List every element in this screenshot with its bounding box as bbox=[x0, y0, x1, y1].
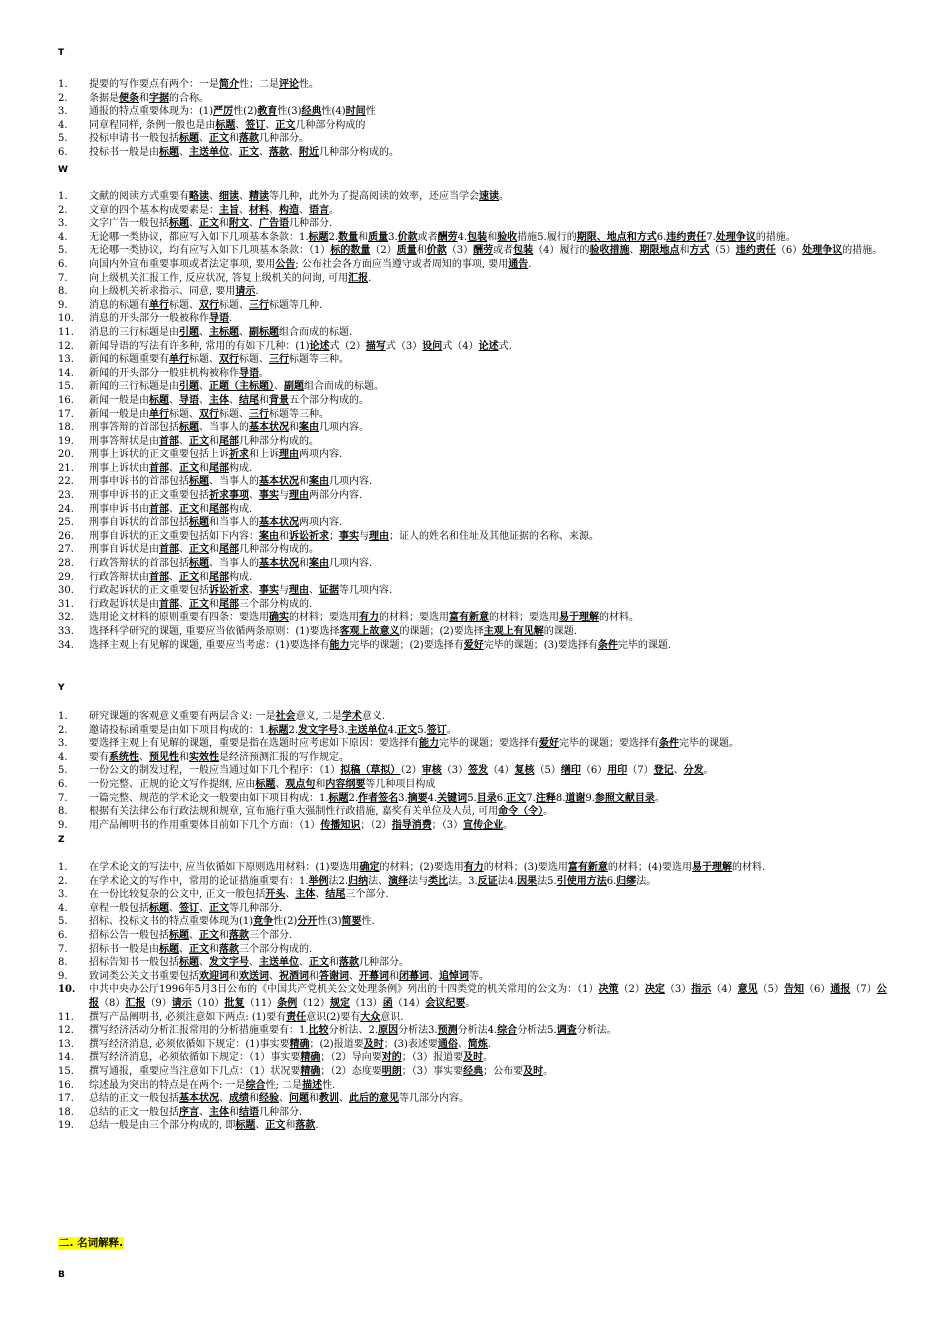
list-item bbox=[58, 217, 890, 231]
list-item bbox=[58, 888, 890, 902]
item-number: 20. bbox=[58, 449, 74, 461]
list-item bbox=[58, 611, 890, 625]
list-item bbox=[58, 584, 890, 598]
list-item bbox=[58, 1119, 890, 1133]
list-item bbox=[58, 516, 890, 530]
list-item bbox=[58, 764, 890, 778]
list-item bbox=[58, 244, 890, 258]
list-item bbox=[58, 146, 890, 160]
item-number: 15. bbox=[58, 1065, 74, 1077]
list-item bbox=[58, 1024, 890, 1038]
section-letter-z: Z bbox=[58, 835, 65, 845]
item-number: 10. bbox=[58, 984, 76, 996]
list-item bbox=[58, 340, 890, 354]
list-item bbox=[58, 272, 890, 286]
item-text: 选用论文材料的原则重要有四条：要选用确实的材料；要选用有力的材料；要选用富有新意的材料；要选用易于理解的材料。 bbox=[89, 612, 639, 624]
list-item bbox=[58, 543, 890, 557]
list-item bbox=[58, 956, 890, 970]
item-number: 5. bbox=[58, 765, 68, 777]
list-item bbox=[58, 462, 890, 476]
item-number: 18. bbox=[58, 1106, 74, 1118]
list-item bbox=[58, 190, 890, 204]
item-text: 用产品阐明书的作用重要体目前如下几个方面：（1）传播知识；（2）指导消费；（3）宣传企业。 bbox=[89, 819, 514, 831]
item-text: 致词类公关文书重要包括欢迎词和欢送词、祝酒词和答谢词、开幕词和闭幕词、追悼词等。 bbox=[89, 970, 489, 982]
item-number: 27. bbox=[58, 544, 74, 556]
list-item bbox=[58, 475, 890, 489]
item-number: 12. bbox=[58, 1025, 74, 1037]
item-text: 刑事上诉状的正文重要包括上诉祈求和上诉理由两项内容. bbox=[89, 449, 343, 461]
list-item bbox=[58, 875, 890, 889]
list-item bbox=[58, 737, 890, 751]
list-item bbox=[58, 408, 890, 422]
item-number: 7. bbox=[58, 272, 68, 284]
item-text: 刑事申诉书的首部包括标题、当事人的基本状况和案由几项内容. bbox=[89, 476, 373, 488]
item-number: 4. bbox=[58, 751, 68, 763]
list-item bbox=[58, 970, 890, 984]
list-item bbox=[58, 119, 890, 133]
item-text: 撰写通报，重要应当注意如下几点：（1）状况要精确；（2）态度要明朗；（3）事实要经典；公布要及时。 bbox=[89, 1065, 554, 1077]
item-text: 新闻一般是由单行标题、双行标题、三行标题等三种。 bbox=[89, 408, 329, 420]
item-text: 招标、投标文书的特点重要体现为(1)竞争性(2)分开性(3)简要性. bbox=[89, 916, 375, 928]
item-number: 5. bbox=[58, 916, 68, 928]
item-number: 3. bbox=[58, 738, 68, 750]
item-text: 总结的正文一般包括序言、主体和结语几种部分. bbox=[89, 1106, 303, 1118]
list-item bbox=[58, 421, 890, 435]
list-item bbox=[58, 92, 890, 106]
item-text: 刑事自诉状的正文重要包括如下内容：案由和诉讼祈求；事实与理由；证人的姓名和住址及其他证据的名称、来源。 bbox=[89, 530, 599, 542]
item-number: 6. bbox=[58, 929, 68, 941]
item-text: 研究课题的客观意义重要有两层含义: 一是社会意义, 二是学术意义. bbox=[89, 711, 386, 722]
item-number: 3. bbox=[58, 218, 68, 230]
list-item bbox=[58, 983, 890, 1010]
item-number: 32. bbox=[58, 612, 74, 624]
item-number: 16. bbox=[58, 394, 74, 406]
item-number: 6. bbox=[58, 146, 68, 158]
item-number: 3. bbox=[58, 106, 68, 118]
item-text: 通报的特点重要体现为：(1)严厉性(2)教育性(3)经典性(4)时间性 bbox=[89, 106, 376, 118]
list-item bbox=[58, 258, 890, 272]
item-number: 9. bbox=[58, 970, 68, 982]
item-number: 1. bbox=[58, 711, 68, 722]
item-text: 中共中央办公厅1996年5月3日公布的《中国共产党机关公文处理条例》列出的十四类党的机关常用的公文为：（1）决策（2）决定（3）指示（4）意见（5）告知（6）通报（7）公报（8）汇报（9）请示（10）批复（11）条例（12）规定（13）函（14）会议纪要。 bbox=[89, 984, 887, 1009]
item-number: 2. bbox=[58, 875, 68, 887]
list-item bbox=[58, 915, 890, 929]
item-number: 21. bbox=[58, 462, 74, 474]
list-item bbox=[58, 299, 890, 313]
item-text: 一份完整、正规的论文写作提纲, 应由标题、观点句和内容纲要等几种项目构成 bbox=[89, 778, 436, 790]
item-text: 刑事申诉书由首部、正文和尾部构成. bbox=[89, 503, 253, 515]
list-item bbox=[58, 902, 890, 916]
list-item bbox=[58, 380, 890, 394]
item-text: 文献的阅读方式重要有略读、细读、精读等几种，此外为了提高阅读的效率，还应当学会速读。 bbox=[89, 191, 509, 202]
item-number: 15. bbox=[58, 381, 74, 393]
item-text: 根据有关法律公布行政法规和规章, 宣布施行重大强制性行政措施, 嘉奖有关单位及人员, 可用命令（令）。 bbox=[89, 806, 554, 818]
item-number: 11. bbox=[58, 326, 74, 338]
section-letter-w: W bbox=[58, 165, 68, 175]
item-text: 无论哪一类协议，都应写入如下几项基本条款：1.标题2.数量和质量3.价款或者酬劳4.包装和验收措施5.履行的期限、地点和方式6.违约责任7.处理争议的措施。 bbox=[89, 231, 796, 243]
item-text: 新闻的标题重要有单行标题、双行标题、三行标题等三种。 bbox=[89, 354, 349, 366]
item-text: 同章程同样, 条例一般也是由标题、签订、正文几种部分构成的 bbox=[89, 119, 366, 131]
list-item bbox=[58, 557, 890, 571]
list-item bbox=[58, 929, 890, 943]
item-text: 行政起诉状的正文重要包括诉讼祈求、事实与理由、证据等几项内容. bbox=[89, 585, 393, 597]
list-item bbox=[58, 105, 890, 119]
item-number: 4. bbox=[58, 902, 68, 914]
item-text: 文章的四个基本构成要素是：主旨、材料、构造、语言。 bbox=[89, 204, 339, 216]
item-number: 6. bbox=[58, 778, 68, 790]
section-letter-t: T bbox=[58, 48, 65, 58]
item-number: 5. bbox=[58, 133, 68, 145]
item-number: 24. bbox=[58, 503, 74, 515]
list-item bbox=[58, 78, 890, 92]
item-number: 22. bbox=[58, 476, 74, 488]
item-number: 19. bbox=[58, 435, 74, 447]
item-text: 选择科学研究的课题, 重要应当依循两条原则：(1)要选择客观上故意义的课题；(2)要选择主观上有见解的课题. bbox=[89, 626, 577, 637]
item-text: 招标公告一般包括标题、正文和落款三个部分. bbox=[89, 929, 293, 941]
item-number: 8. bbox=[58, 806, 68, 818]
list-item bbox=[58, 792, 890, 806]
item-number: 7. bbox=[58, 792, 68, 804]
item-text: 文字广告一般包括标题、正文和附文、广告语几种部分. bbox=[89, 218, 333, 230]
item-number: 33. bbox=[58, 626, 74, 637]
list-item bbox=[58, 778, 890, 792]
item-number: 1. bbox=[58, 191, 68, 202]
list-item bbox=[58, 819, 890, 833]
item-number: 11. bbox=[58, 1011, 74, 1023]
section-list-w bbox=[58, 190, 890, 652]
item-number: 17. bbox=[58, 408, 74, 420]
item-text: 消息的开头部分一般被称作导语. bbox=[89, 313, 233, 325]
item-text: 总结一般是由三个部分构成的, 即标题、正文和落款. bbox=[89, 1120, 319, 1132]
item-text: 刑事答辩的首部包括标题、当事人的基本状况和案由几项内容。 bbox=[89, 422, 369, 434]
list-item bbox=[58, 353, 890, 367]
section-letter-y: Y bbox=[58, 683, 65, 693]
list-item bbox=[58, 1038, 890, 1052]
list-item bbox=[58, 530, 890, 544]
item-number: 4. bbox=[58, 119, 68, 131]
item-number: 31. bbox=[58, 598, 74, 610]
list-item bbox=[58, 285, 890, 299]
item-text: 新闻的三行标题是由引题、正题（主标题）、副题组合而成的标题。 bbox=[89, 381, 384, 393]
item-text: 行政答辩状由首部、正文和尾部构成. bbox=[89, 571, 253, 583]
item-number: 28. bbox=[58, 558, 74, 570]
list-item bbox=[58, 1065, 890, 1079]
item-text: 刑事申诉书的正文重要包括祈求事项、事实与理由两部分内容. bbox=[89, 490, 363, 502]
item-number: 12. bbox=[58, 340, 74, 352]
list-item bbox=[58, 751, 890, 765]
section-list-z bbox=[58, 861, 890, 1133]
item-text: 在学术论文的写作中，常用的论证措施重要有：1.举例法2.归纳法、演绎法与类比法。3.反证法4.因果法5.引使用方法6.归缪法。 bbox=[89, 875, 657, 887]
item-text: 消息的标题有单行标题、双行标题、三行标题等几种. bbox=[89, 299, 323, 311]
list-item bbox=[58, 231, 890, 245]
item-text: 新闻导语的写法有许多种, 常用的有如下几种：(1)论述式（2）描写式（3）设问式（4）论述式. bbox=[89, 340, 512, 352]
item-text: 一份公文的制发过程，一般应当通过如下几个程序：（1）拟稿（草拟）（2）审核（3）签发（4）复核（5）缮印（6）用印（7）登记、分发。 bbox=[89, 765, 714, 777]
item-number: 6. bbox=[58, 258, 68, 270]
item-number: 7. bbox=[58, 943, 68, 955]
item-number: 10. bbox=[58, 313, 74, 325]
item-text: 撰写经济消息，必须依循如下规定：（1）事实要精确；（2）导向要对的；（3）报道要及时。 bbox=[89, 1052, 494, 1064]
item-text: 在一份比较复杂的公文中, 正文一般包括开头、主体、结尾三个部分. bbox=[89, 889, 389, 901]
list-item bbox=[58, 435, 890, 449]
list-item bbox=[58, 1092, 890, 1106]
item-number: 29. bbox=[58, 571, 74, 583]
item-number: 5. bbox=[58, 245, 68, 257]
item-text: 投标申请书一般包括标题、正文和落款几种部分。 bbox=[89, 133, 309, 145]
list-item bbox=[58, 1106, 890, 1120]
item-text: 刑事上诉状由首部、正文和尾部构成. bbox=[89, 462, 253, 474]
list-item bbox=[58, 132, 890, 146]
item-number: 14. bbox=[58, 367, 74, 379]
item-text: 向上级机关祈求指示、同意, 要用请示. bbox=[89, 286, 259, 298]
item-text: 撰写产品阐明书, 必须注意如下两点: (1)要有责任意识(2)要有大众意识. bbox=[89, 1011, 404, 1023]
item-number: 1. bbox=[58, 862, 68, 873]
list-item bbox=[58, 639, 890, 653]
item-text: 要选择主观上有见解的课题，重要是指在选题时应考虑如下原因：要选择有能力完毕的课题；要选择有爱好完毕的课题；要选择有条件完毕的课题。 bbox=[89, 738, 739, 750]
item-text: 撰写经济消息, 必须依循如下规定：(1)事实要精确；(2)报道要及时；(3)表述要通俗、简炼. bbox=[89, 1038, 492, 1050]
item-text: 刑事答辩状是由首部、正文和尾部几种部分构成的。 bbox=[89, 435, 319, 447]
list-item bbox=[58, 204, 890, 218]
item-text: 选择主观上有见解的课题, 重要应当考虑：(1)要选择有能力完毕的课题；(2)要选择有爱好完毕的课题；(3)要选择有条件完毕的课题. bbox=[89, 639, 672, 651]
list-item bbox=[58, 367, 890, 381]
list-item bbox=[58, 724, 890, 738]
list-item bbox=[58, 710, 890, 724]
list-item bbox=[58, 1051, 890, 1065]
list-item bbox=[58, 394, 890, 408]
item-text: 总结的正文一般包括基本状况、成绩和经验、问题和教训、此后的意见等几部分内容。 bbox=[89, 1093, 469, 1105]
list-item bbox=[58, 805, 890, 819]
item-number: 1. bbox=[58, 79, 68, 90]
list-item bbox=[58, 448, 890, 462]
section-letter-b: B bbox=[58, 1270, 65, 1280]
list-item bbox=[58, 326, 890, 340]
list-item bbox=[58, 1011, 890, 1025]
section-heading-term-explanation: 二. 名词解释. bbox=[59, 1237, 124, 1249]
item-number: 8. bbox=[58, 957, 68, 969]
item-number: 4. bbox=[58, 231, 68, 243]
item-number: 2. bbox=[58, 92, 68, 104]
list-item bbox=[58, 625, 890, 639]
item-text: 撰写经济活动分析汇报常用的分析措施重要有：1.比较分析法、2.原因分析法3.预测分析法4.综合分析法5.调查分析法。 bbox=[89, 1025, 617, 1037]
item-number: 17. bbox=[58, 1093, 74, 1105]
item-text: 向上级机关汇报工作, 反应状况, 答复上级机关的问询, 可用汇报. bbox=[89, 272, 372, 284]
item-text: 综述最为突出的特点是在两个: 一是综合性; 二是描述性. bbox=[89, 1079, 336, 1091]
item-text: 章程一般包括标题、签订、正文等几种部分. bbox=[89, 902, 283, 914]
section-list-t bbox=[58, 78, 890, 160]
item-text: 消息的三行标题是由引题、主标题、副标题组合而成的标题. bbox=[89, 326, 353, 338]
item-text: 新闻的开头部分一般驻机构被称作导语。 bbox=[89, 367, 269, 379]
item-number: 14. bbox=[58, 1052, 74, 1064]
list-item bbox=[58, 503, 890, 517]
item-text: 无论哪一类协议，均有应写入如下几项基本条款：（1）标的数量（2）质量和价款（3）酬劳或者包装（4）履行的验收措施、期限地点和方式（5）违约责任（6）处理争议的措施。 bbox=[89, 245, 883, 257]
item-number: 16. bbox=[58, 1079, 74, 1091]
list-item bbox=[58, 571, 890, 585]
item-text: 招标书一般是由标题、正文和落款三个部分构成的. bbox=[89, 943, 313, 955]
list-item bbox=[58, 943, 890, 957]
item-number: 9. bbox=[58, 819, 68, 831]
item-number: 25. bbox=[58, 517, 74, 529]
item-text: 招标告知书一般包括标题、发文字号、主送单位、正文和落款几种部分。 bbox=[89, 957, 409, 969]
item-text: 新闻一般是由标题、导语、主体、结尾和背景五个部分构成的。 bbox=[89, 394, 369, 406]
item-number: 13. bbox=[58, 1038, 74, 1050]
item-text: 条据是便条和字据的合称。 bbox=[89, 92, 209, 104]
item-number: 9. bbox=[58, 299, 68, 311]
item-number: 26. bbox=[58, 530, 74, 542]
item-text: 在学术论文的写法中, 应当依循如下原则选用材料：(1)要选用确定的材料；(2)要选用有力的材料；(3)要选用富有新意的材料；(4)要选用易于理解的材料. bbox=[89, 862, 766, 873]
item-text: 投标书一般是由标题、主送单位、正文、落款、附近几种部分构成的。 bbox=[89, 146, 399, 158]
item-text: 提要的写作要点有两个：一是简介性；二是评论性。 bbox=[89, 79, 319, 90]
item-number: 2. bbox=[58, 204, 68, 216]
item-text: 要有系统性、预见性和实效性是经济预测汇报的写作规定。 bbox=[89, 751, 349, 763]
item-text: 邀请投标函重要是由如下项目构成的：1.标题2.发文字号3.主送单位4.正文5.签订。 bbox=[89, 724, 457, 736]
list-item bbox=[58, 312, 890, 326]
item-text: 向国内外宣布重要事项或者法定事项, 要用公告; 公布社会各方面应当遵守或者周知的事项, 要用通告. bbox=[89, 258, 532, 270]
item-number: 2. bbox=[58, 724, 68, 736]
item-text: 刑事自诉状的首部包括标题和当事人的基本状况两项内容. bbox=[89, 517, 343, 529]
list-item bbox=[58, 598, 890, 612]
item-number: 30. bbox=[58, 585, 74, 597]
item-number: 34. bbox=[58, 639, 74, 651]
item-text: 行政答辩状的首部包括标题、当事人的基本状况和案由几项内容. bbox=[89, 558, 373, 570]
item-number: 19. bbox=[58, 1120, 74, 1132]
item-number: 18. bbox=[58, 422, 74, 434]
list-item bbox=[58, 489, 890, 503]
item-number: 13. bbox=[58, 354, 74, 366]
list-item bbox=[58, 861, 890, 875]
item-text: 一篇完整、规范的学术论文一般要由如下项目构成：1.标题2.作者签名3.摘要4.关键词5.目录6.正文7.注释8.道谢9.参照文献目录。 bbox=[89, 792, 665, 804]
item-number: 23. bbox=[58, 490, 74, 502]
item-text: 刑事自诉状是由首部、正文和尾部几种部分构成的。 bbox=[89, 544, 319, 556]
section-list-y bbox=[58, 710, 890, 832]
item-number: 3. bbox=[58, 889, 68, 901]
item-text: 行政起诉状是由首部、正文和尾部三个部分构成的. bbox=[89, 598, 313, 610]
item-number: 8. bbox=[58, 286, 68, 298]
list-item bbox=[58, 1079, 890, 1093]
